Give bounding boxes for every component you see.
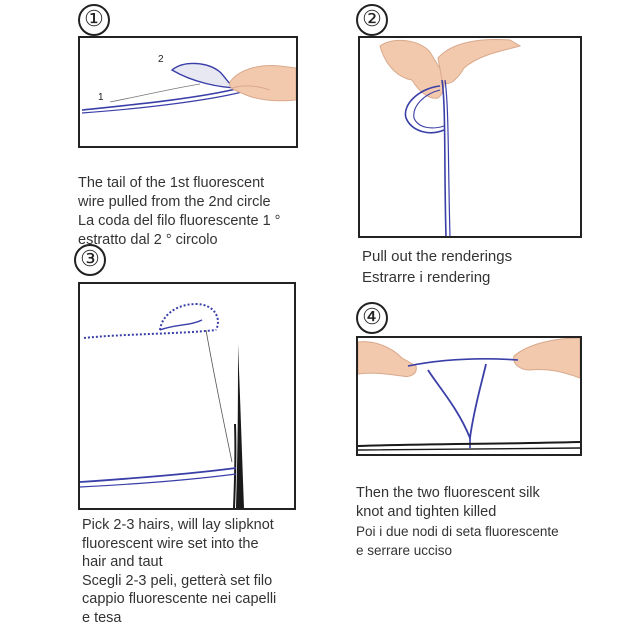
step-2-drawing — [360, 38, 580, 236]
hand-left — [380, 40, 444, 98]
hand-right — [514, 338, 580, 378]
hand-right — [438, 40, 520, 84]
step-2-illustration — [358, 36, 582, 238]
wire-dotted — [84, 330, 216, 338]
step-3-number: ③ — [74, 244, 106, 276]
step-2-caption — [362, 246, 602, 288]
caption-it-line: cappio fluorescente nei capelli — [82, 591, 277, 607]
hair-strand — [236, 344, 244, 508]
caption-en-line: hair and taut — [82, 554, 163, 570]
wire-loop-dotted — [160, 304, 218, 330]
hand — [230, 66, 296, 101]
step-4-drawing — [358, 338, 580, 454]
step-1-illustration — [78, 36, 298, 148]
caption-en-line: Pick 2-3 hairs, will lay slipknot — [82, 517, 274, 533]
caption-it-line: e tesa — [82, 609, 122, 626]
circle-2-label: 2 — [158, 54, 164, 65]
caption-it-line: Estrarre i rendering — [362, 269, 491, 286]
caption-it-line: estratto dal 2 ° circolo — [78, 232, 218, 248]
caption-en-line: wire pulled from the 2nd circle — [78, 194, 271, 210]
caption-it-line: e serrare ucciso — [356, 543, 453, 558]
step-1-number: ① — [78, 4, 110, 36]
step-3-drawing — [80, 284, 294, 508]
wire-line — [442, 80, 446, 236]
caption-it-line: La coda del filo fluorescente 1 ° — [78, 213, 281, 229]
wire-knot — [160, 320, 202, 330]
step-2-number: ② — [356, 4, 388, 36]
step-4-illustration — [356, 336, 582, 456]
pointer-line — [206, 330, 232, 462]
wire-line — [80, 468, 236, 482]
caption-en-line: Pull out the renderings — [362, 248, 513, 265]
pointer-line — [110, 84, 200, 102]
wire-line — [82, 92, 242, 113]
caption-en-line: knot and tighten killed — [356, 504, 497, 520]
caption-it-line: Scegli 2-3 peli, getterà set filo — [82, 572, 273, 589]
wire-line — [408, 359, 518, 366]
caption-en-line: fluorescent wire set into the — [82, 535, 259, 552]
step-4-caption — [356, 484, 616, 560]
step-3-caption — [82, 516, 322, 627]
hand-left — [358, 342, 416, 377]
step-3-illustration — [78, 282, 296, 510]
hair-strand — [358, 442, 580, 446]
step-1-drawing — [80, 38, 296, 146]
circle-1-label: 1 — [98, 92, 104, 103]
caption-en-line: The tail of the 1st fluorescent — [78, 175, 265, 191]
hair-strand — [358, 448, 580, 450]
step-1-caption — [78, 174, 318, 250]
caption-en-line: Then the two fluorescent silk — [356, 485, 540, 501]
hair-strand — [234, 424, 235, 508]
step-4-number: ④ — [356, 302, 388, 334]
caption-it-line: Poi i due nodi di seta fluorescente — [356, 524, 559, 539]
wire-loop — [428, 364, 486, 438]
